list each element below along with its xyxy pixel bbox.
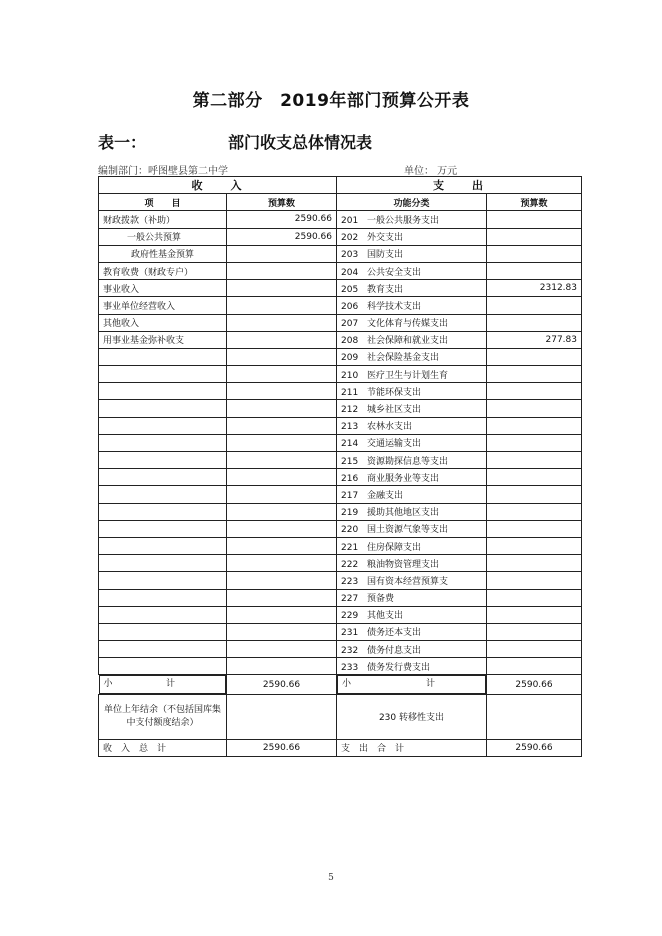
- expense-budget-cell: 277.83: [487, 331, 582, 348]
- total-row: [99, 739, 582, 756]
- function-code: 222: [341, 559, 359, 570]
- table-label: 表一：: [98, 133, 147, 152]
- table-row: [99, 641, 582, 658]
- income-item-cell: [99, 452, 227, 469]
- expense-budget-cell: [487, 434, 582, 451]
- function-name: 社会保障和就业支出: [367, 336, 449, 347]
- function-name: 粮油物资管理支出: [367, 559, 440, 570]
- function-name: 社会保险基金支出: [367, 353, 440, 364]
- function-class-cell: [337, 348, 487, 365]
- function-class-cell: [337, 503, 487, 520]
- transfer-expense-cell: [337, 694, 487, 739]
- table-row: [99, 658, 582, 675]
- function-class-cell: [337, 280, 487, 297]
- function-name: 公共安全支出: [367, 267, 422, 278]
- expense-budget-cell: [487, 555, 582, 572]
- unit-label: 单位： 万元: [404, 166, 458, 177]
- function-code: 207: [341, 319, 359, 330]
- function-class-cell: [337, 211, 487, 228]
- function-name: 转移性支出: [399, 713, 445, 724]
- income-budget-cell: [227, 572, 337, 589]
- expense-subtotal-value: 2590.66: [487, 675, 582, 694]
- income-item-cell: [99, 486, 227, 503]
- expense-section-header: 支 出: [337, 177, 582, 194]
- income-item-cell: [99, 434, 227, 451]
- function-name: 外交支出: [367, 233, 404, 244]
- function-code: 219: [341, 508, 359, 519]
- function-name: 金融支出: [367, 490, 404, 501]
- function-code: 201: [341, 215, 359, 226]
- function-code: 211: [341, 387, 359, 398]
- expense-budget-cell: [487, 658, 582, 675]
- function-name: 科学技术支出: [367, 301, 422, 312]
- function-class-cell: [337, 314, 487, 331]
- function-name: 农林水支出: [367, 422, 413, 433]
- function-name: 一般公共服务支出: [367, 215, 440, 226]
- income-item-cell: 政府性基金预算: [99, 245, 227, 262]
- subtotal-char: 小: [103, 679, 113, 690]
- function-code: 214: [341, 439, 359, 450]
- table-row: [99, 434, 582, 451]
- income-budget-cell: [227, 486, 337, 503]
- income-item-cell: [99, 400, 227, 417]
- table-row: [99, 520, 582, 537]
- function-class-cell: [337, 262, 487, 279]
- function-class-cell: [337, 572, 487, 589]
- expense-budget-cell: [487, 452, 582, 469]
- column-header-budget: 预算数: [487, 194, 582, 211]
- income-item-cell: [99, 572, 227, 589]
- table-row: [99, 383, 582, 400]
- function-code: 221: [341, 542, 359, 553]
- table-row: [99, 228, 582, 245]
- function-code: 202: [341, 233, 359, 244]
- function-class-cell: [337, 383, 487, 400]
- income-item-cell: [99, 641, 227, 658]
- income-budget-cell: [227, 469, 337, 486]
- function-name: 国有资本经营预算支: [367, 576, 449, 587]
- function-code: 231: [341, 628, 359, 639]
- expense-budget-cell: [487, 503, 582, 520]
- page-number: 5: [328, 873, 334, 883]
- function-code: 229: [341, 611, 359, 622]
- subtotal-char: 计: [425, 679, 435, 690]
- function-name: 援助其他地区支出: [367, 508, 440, 519]
- function-code: 203: [341, 250, 359, 261]
- function-class-cell: [337, 555, 487, 572]
- expense-budget-cell: [487, 486, 582, 503]
- income-budget-cell: 2590.66: [227, 211, 337, 228]
- income-item-cell: [99, 623, 227, 640]
- expense-budget-cell: [487, 297, 582, 314]
- table-row: [99, 469, 582, 486]
- subtotal-char: 小: [342, 679, 352, 690]
- income-budget-cell: [227, 348, 337, 365]
- income-total-value: 2590.66: [227, 739, 337, 756]
- income-item-cell: 财政拨款（补助）: [99, 211, 227, 228]
- expense-budget-cell: [487, 417, 582, 434]
- function-name: 资源勘探信息等支出: [367, 456, 449, 467]
- expense-budget-cell: [487, 314, 582, 331]
- expense-budget-cell: [487, 211, 582, 228]
- expense-budget-cell: [487, 589, 582, 606]
- function-name: 文化体育与传媒支出: [367, 319, 449, 330]
- expense-budget-cell: [487, 520, 582, 537]
- compiling-department: 编制部门：呼图壁县第二中学: [98, 166, 228, 177]
- income-section-header: 收 入: [99, 177, 337, 194]
- table-row: [99, 262, 582, 279]
- income-subtotal-value: 2590.66: [227, 675, 337, 694]
- income-item-cell: [99, 589, 227, 606]
- income-item-cell: [99, 469, 227, 486]
- expense-budget-cell: [487, 366, 582, 383]
- income-item-cell: 用事业基金弥补收支: [99, 331, 227, 348]
- income-item-cell: [99, 555, 227, 572]
- document-title: 第二部分 2019年部门预算公开表: [192, 91, 470, 111]
- function-class-cell: [337, 297, 487, 314]
- expense-budget-cell: [487, 348, 582, 365]
- function-name: 教育支出: [367, 284, 404, 295]
- carryover-value: [227, 694, 337, 739]
- table-row: [99, 589, 582, 606]
- column-header-item: 项 目: [99, 194, 227, 211]
- function-code: 223: [341, 576, 359, 587]
- function-code: 210: [341, 370, 359, 381]
- function-class-cell: [337, 641, 487, 658]
- table-row: [99, 555, 582, 572]
- income-budget-cell: [227, 641, 337, 658]
- function-name: 其他支出: [367, 611, 404, 622]
- income-item-cell: [99, 417, 227, 434]
- table-row: [99, 366, 582, 383]
- function-code: 217: [341, 490, 359, 501]
- income-subtotal-label: [99, 675, 227, 693]
- expense-budget-cell: [487, 383, 582, 400]
- function-code: 204: [341, 267, 359, 278]
- function-class-cell: [337, 486, 487, 503]
- function-class-cell: [337, 469, 487, 486]
- income-budget-cell: [227, 520, 337, 537]
- income-budget-cell: [227, 297, 337, 314]
- income-budget-cell: [227, 537, 337, 554]
- table-row: [99, 486, 582, 503]
- income-budget-cell: 2590.66: [227, 228, 337, 245]
- income-budget-cell: [227, 434, 337, 451]
- function-name: 国防支出: [367, 250, 404, 261]
- function-code: 208: [341, 336, 359, 347]
- function-code: 213: [341, 422, 359, 433]
- budget-table: [98, 176, 582, 757]
- table-row: [99, 537, 582, 554]
- table-row: [99, 331, 582, 348]
- income-budget-cell: [227, 245, 337, 262]
- function-class-cell: [337, 589, 487, 606]
- expense-total-value: 2590.66: [487, 739, 582, 756]
- table-row: [99, 211, 582, 228]
- income-budget-cell: [227, 452, 337, 469]
- income-item-cell: 其他收入: [99, 314, 227, 331]
- table-row: [99, 417, 582, 434]
- function-name: 债务还本支出: [367, 628, 422, 639]
- income-total-label: 收 入 总 计: [99, 739, 227, 756]
- expense-budget-cell: [487, 262, 582, 279]
- function-code: 209: [341, 353, 359, 364]
- function-code: 216: [341, 473, 359, 484]
- income-budget-cell: [227, 417, 337, 434]
- carryover-row: [99, 694, 582, 739]
- income-budget-cell: [227, 262, 337, 279]
- income-item-cell: 事业单位经营收入: [99, 297, 227, 314]
- transfer-expense-value: [487, 694, 582, 739]
- column-header-function: 功能分类: [337, 194, 487, 211]
- function-class-cell: [337, 520, 487, 537]
- function-code: 215: [341, 456, 359, 467]
- expense-budget-cell: [487, 245, 582, 262]
- expense-budget-cell: [487, 228, 582, 245]
- expense-budget-cell: [487, 572, 582, 589]
- income-item-cell: [99, 606, 227, 623]
- table-row: [99, 452, 582, 469]
- function-code: 227: [341, 594, 359, 605]
- income-item-cell: [99, 366, 227, 383]
- table-row: [99, 245, 582, 262]
- income-item-cell: [99, 348, 227, 365]
- table-row: [99, 572, 582, 589]
- function-code: 233: [341, 662, 359, 673]
- carryover-label: 单位上年结余（不包括国库集中支付额度结余）: [99, 694, 227, 739]
- function-class-cell: [337, 366, 487, 383]
- income-item-cell: [99, 503, 227, 520]
- expense-budget-cell: [487, 469, 582, 486]
- function-code: 230: [378, 713, 397, 724]
- expense-budget-cell: [487, 606, 582, 623]
- function-code: 205: [341, 284, 359, 295]
- expense-total-label: 支 出 合 计: [337, 739, 487, 756]
- function-class-cell: [337, 606, 487, 623]
- function-name: 交通运输支出: [367, 439, 422, 450]
- function-class-cell: [337, 228, 487, 245]
- function-name: 商业服务业等支出: [367, 473, 440, 484]
- income-budget-cell: [227, 589, 337, 606]
- expense-budget-cell: [487, 623, 582, 640]
- function-class-cell: [337, 245, 487, 262]
- function-class-cell: [337, 658, 487, 675]
- function-name: 债务发行费支出: [367, 662, 431, 673]
- income-item-cell: 事业收入: [99, 280, 227, 297]
- expense-budget-cell: 2312.83: [487, 280, 582, 297]
- function-name: 城乡社区支出: [367, 405, 422, 416]
- subtotal-char: 计: [165, 679, 175, 690]
- function-name: 住房保障支出: [367, 542, 422, 553]
- function-code: 220: [341, 525, 359, 536]
- function-name: 国土资源气象等支出: [367, 525, 449, 536]
- income-item-cell: [99, 383, 227, 400]
- table-row: [99, 314, 582, 331]
- expense-budget-cell: [487, 641, 582, 658]
- table-row: [99, 297, 582, 314]
- income-item-cell: 一般公共预算: [99, 228, 227, 245]
- income-item-cell: [99, 658, 227, 675]
- table-title: 部门收支总体情况表: [228, 133, 373, 152]
- income-budget-cell: [227, 400, 337, 417]
- table-row: [99, 503, 582, 520]
- function-name: 节能环保支出: [367, 387, 422, 398]
- income-budget-cell: [227, 606, 337, 623]
- expense-subtotal-label: [337, 675, 486, 693]
- function-name: 预备费: [367, 594, 395, 605]
- function-class-cell: [337, 331, 487, 348]
- income-budget-cell: [227, 503, 337, 520]
- function-code: 212: [341, 405, 359, 416]
- column-header-budget: 预算数: [227, 194, 337, 211]
- expense-budget-cell: [487, 537, 582, 554]
- function-code: 232: [341, 645, 359, 656]
- income-budget-cell: [227, 280, 337, 297]
- income-budget-cell: [227, 623, 337, 640]
- income-budget-cell: [227, 658, 337, 675]
- table-row: [99, 348, 582, 365]
- income-item-cell: [99, 537, 227, 554]
- table-row: [99, 280, 582, 297]
- function-class-cell: [337, 452, 487, 469]
- function-class-cell: [337, 400, 487, 417]
- income-budget-cell: [227, 383, 337, 400]
- income-item-cell: [99, 520, 227, 537]
- function-name: 债务付息支出: [367, 645, 422, 656]
- function-name: 医疗卫生与计划生育: [367, 370, 449, 381]
- income-item-cell: 教育收费（财政专户）: [99, 262, 227, 279]
- table-row: [99, 400, 582, 417]
- function-class-cell: [337, 434, 487, 451]
- function-code: 206: [341, 301, 359, 312]
- expense-budget-cell: [487, 400, 582, 417]
- table-row: [99, 623, 582, 640]
- subtotal-row: [99, 675, 582, 694]
- function-class-cell: [337, 623, 487, 640]
- function-class-cell: [337, 417, 487, 434]
- function-class-cell: [337, 537, 487, 554]
- income-budget-cell: [227, 314, 337, 331]
- income-budget-cell: [227, 366, 337, 383]
- income-budget-cell: [227, 555, 337, 572]
- income-budget-cell: [227, 331, 337, 348]
- table-row: [99, 606, 582, 623]
